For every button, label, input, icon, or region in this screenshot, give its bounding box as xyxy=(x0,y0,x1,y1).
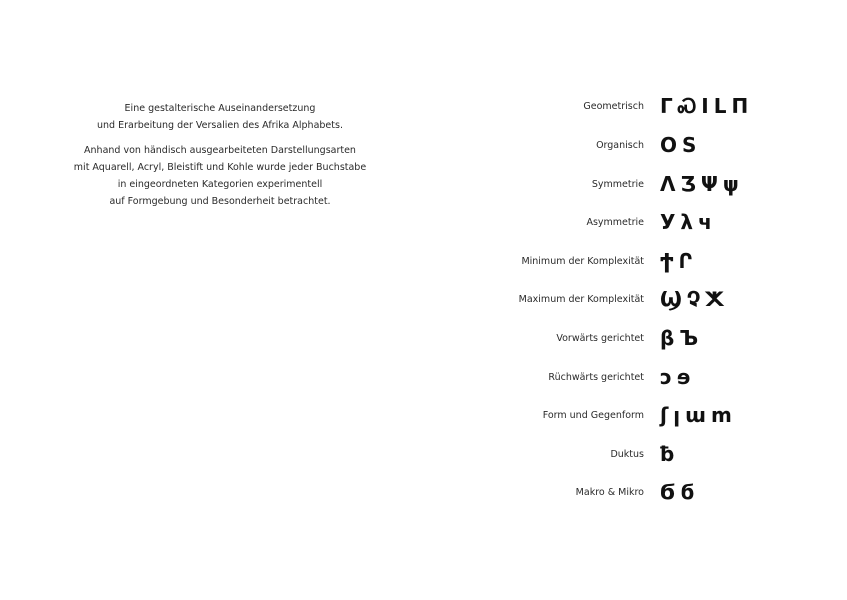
category-label: Minimum der Komplexität xyxy=(521,256,644,267)
category-row-minimum-komplexitaet xyxy=(400,247,800,277)
category-label: Geometrisch xyxy=(583,101,644,112)
category-label: Symmetrie xyxy=(591,179,644,190)
intro-line: Eine gestalterische Auseinandersetzung xyxy=(124,103,316,114)
intro-line: in eingeordneten Kategorien experimentell xyxy=(117,179,323,190)
category-label: Form und Gegenform xyxy=(542,410,644,421)
category-glyphs: ƀ xyxy=(660,442,680,466)
intro-paragraph-1 xyxy=(40,100,400,134)
intro-line: Anhand von händisch ausgearbeiteten Darstellungsarten xyxy=(84,145,356,156)
category-label: Rüchwärts gerichtet xyxy=(548,372,644,383)
category-row-geometrisch xyxy=(400,92,800,122)
category-row-symmetrie xyxy=(400,170,800,200)
intro-line: und Erarbeitung der Versalien des Afrika Alphabets. xyxy=(97,120,343,131)
category-row-vorwaerts-gerichtet xyxy=(400,324,800,354)
intro-text xyxy=(40,100,400,218)
category-row-rueckwaerts-gerichtet xyxy=(400,363,800,393)
intro-line: auf Formgebung und Besonderheit betrachtet. xyxy=(109,196,331,207)
category-glyphs: ϮՐ xyxy=(660,249,697,273)
category-glyphs: ΓᏍILΠ xyxy=(660,94,754,118)
category-row-asymmetrie xyxy=(400,208,800,238)
intro-line: mit Aquarell, Acryl, Bleistift und Kohle wurde jeder Buchstabe xyxy=(73,162,367,173)
category-label: Maximum der Komplexität xyxy=(518,294,644,305)
category-glyphs: Ϭϭ xyxy=(660,480,700,504)
category-row-organisch xyxy=(400,131,800,161)
category-row-form-gegenform xyxy=(400,401,800,431)
category-label: Vorwärts gerichtet xyxy=(556,333,644,344)
category-glyphs: ϢՉⵅ xyxy=(660,287,729,311)
category-label: Duktus xyxy=(610,449,644,460)
category-row-duktus xyxy=(400,440,800,470)
category-row-makro-mikro xyxy=(400,478,800,508)
category-glyphs: ʃꞁɯm xyxy=(660,403,737,427)
category-label: Asymmetrie xyxy=(586,217,644,228)
category-row-maximum-komplexitaet xyxy=(400,285,800,315)
category-label: Organisch xyxy=(596,140,644,151)
category-glyphs: ɔɘ xyxy=(660,365,696,389)
category-glyphs: ΛƷΨψ xyxy=(660,172,744,196)
category-glyphs: βЪ xyxy=(660,326,704,350)
category-glyphs: Уλч xyxy=(660,210,717,234)
category-glyphs: OS xyxy=(660,133,702,157)
category-label: Makro & Mikro xyxy=(575,487,644,498)
intro-paragraph-2 xyxy=(40,142,400,210)
